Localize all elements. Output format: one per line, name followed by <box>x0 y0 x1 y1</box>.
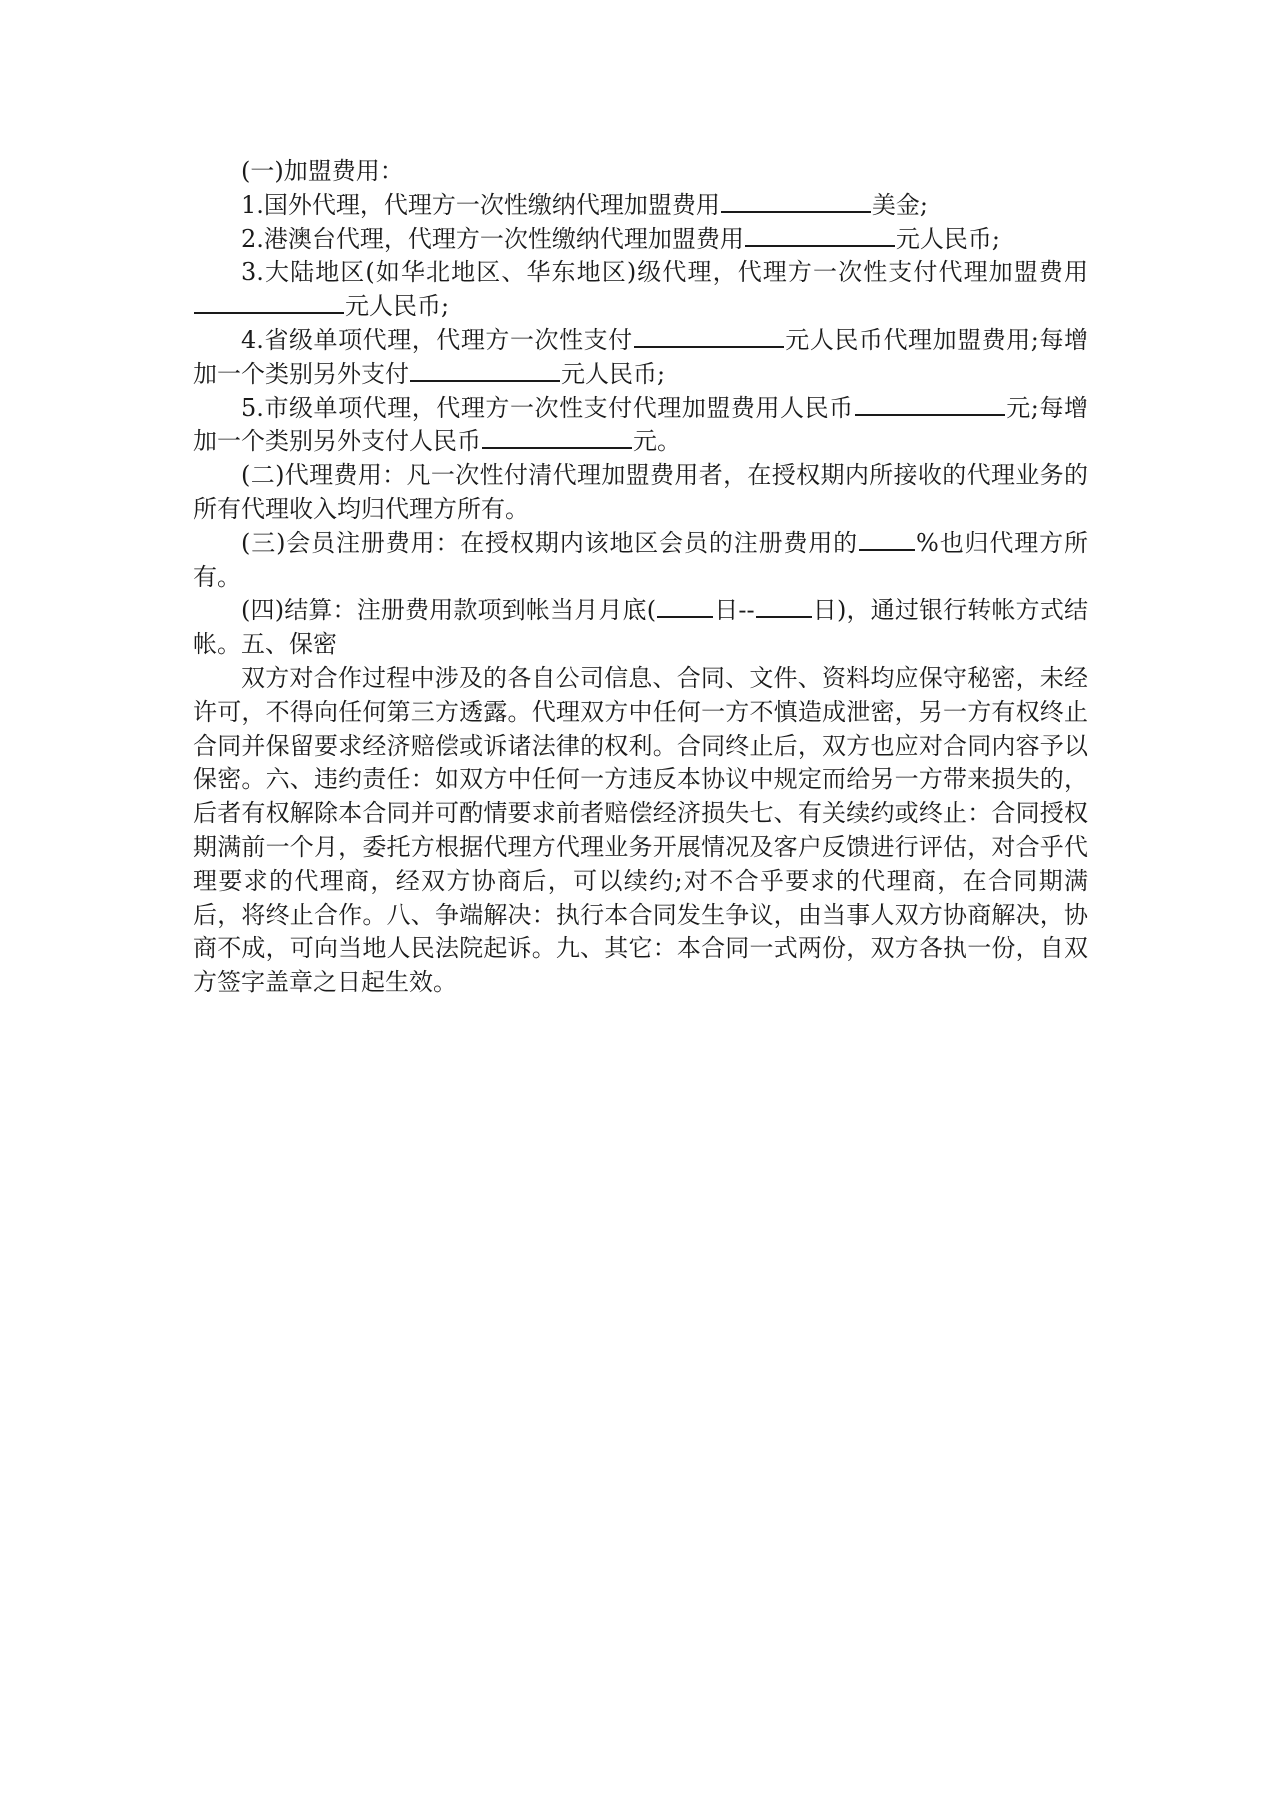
section-fee-title-text: (一)加盟费用： <box>241 157 404 185</box>
blank-field <box>855 392 1005 416</box>
body-paragraph-text: 双方对合作过程中涉及的各自公司信息、合同、文件、资料均应保守秘密，未经许可，不得向任何第三方透露。代理双方中任何一方不慎造成泄密，另一方有权终止合同并保留要求经济赔偿或诉诸法律的权利。合同终止后，双方也应对合同内容予以保密。六、违约责任：如双方中任何一方违反本协议中规定而给另一方带来损失的，后者有权解除本合同并可酌情要求前者赔偿经济损失七、有关续约或终止：合同授权期满前一个月，委托方根据代理方代理业务开展情况及客户反馈进行评估，对合乎代理要求的代理商，经双方协商后，可以续约;对不合乎要求的代理商，在合同期满后，将终止合作。八、争端解决：执行本合同发生争议，由当事人双方协商解决，协商不成，可向当地人民法院起诉。九、其它：本合同一式两份，双方各执一份，自双方签字盖章之日起生效。 <box>193 663 1088 997</box>
fee-item-1 <box>193 189 1088 223</box>
blank-field <box>634 324 784 348</box>
fee-item-1-post: 美金; <box>871 190 928 219</box>
section-settlement-pre: (四)结算：注册费用款项到帐当月月底( <box>241 596 657 625</box>
section-agency-fee-text: (二)代理费用：凡一次性付清代理加盟费用者，在授权期内所接收的代理业务的所有代理收入均归代理方所有。 <box>193 461 1088 523</box>
fee-item-3-post: 元人民币; <box>345 292 450 321</box>
section-member-fee-pre: (三)会员注册费用：在授权期内该地区会员的注册费用的 <box>241 528 859 557</box>
section-settlement-post: 日)，通过银行转帐方式结帐。五、保密 <box>193 596 1088 659</box>
section-settlement-mid: 日-- <box>714 596 755 625</box>
blank-field <box>859 527 915 551</box>
section-settlement <box>193 594 1088 662</box>
fee-item-1-pre: 1.国外代理，代理方一次性缴纳代理加盟费用 <box>241 190 720 219</box>
blank-field <box>756 594 812 618</box>
fee-item-5 <box>193 392 1088 460</box>
blank-field <box>482 425 632 449</box>
fee-item-3-pre: 3.大陆地区(如华北地区、华东地区)级代理，代理方一次性支付代理加盟费用 <box>241 258 1088 287</box>
document-body <box>193 155 1088 1000</box>
fee-item-5-mid: 元;每增加一个类别另外支付人民币 <box>193 393 1088 456</box>
fee-item-4 <box>193 324 1088 392</box>
fee-item-2 <box>193 223 1088 257</box>
fee-item-5-post: 元。 <box>633 427 681 456</box>
section-agency-fee <box>193 459 1088 527</box>
fee-item-2-post: 元人民币; <box>895 224 1000 253</box>
blank-field <box>194 290 344 314</box>
fee-item-4-mid: 元人民币代理加盟费用;每增加一个类别另外支付 <box>193 325 1088 388</box>
blank-field <box>745 223 895 247</box>
blank-field <box>657 594 713 618</box>
fee-item-2-pre: 2.港澳台代理，代理方一次性缴纳代理加盟费用 <box>241 224 744 253</box>
section-fee-title <box>193 155 1088 189</box>
section-member-fee <box>193 527 1088 595</box>
fee-item-3 <box>193 256 1088 324</box>
fee-item-5-pre: 5.市级单项代理，代理方一次性支付代理加盟费用人民币 <box>241 393 854 422</box>
blank-field <box>410 358 560 382</box>
blank-field <box>721 189 871 213</box>
fee-item-4-pre: 4.省级单项代理，代理方一次性支付 <box>241 325 633 354</box>
fee-item-4-post: 元人民币; <box>561 359 666 388</box>
section-member-fee-post: %也归代理方所有。 <box>193 528 1088 591</box>
body-paragraph <box>193 662 1088 1000</box>
